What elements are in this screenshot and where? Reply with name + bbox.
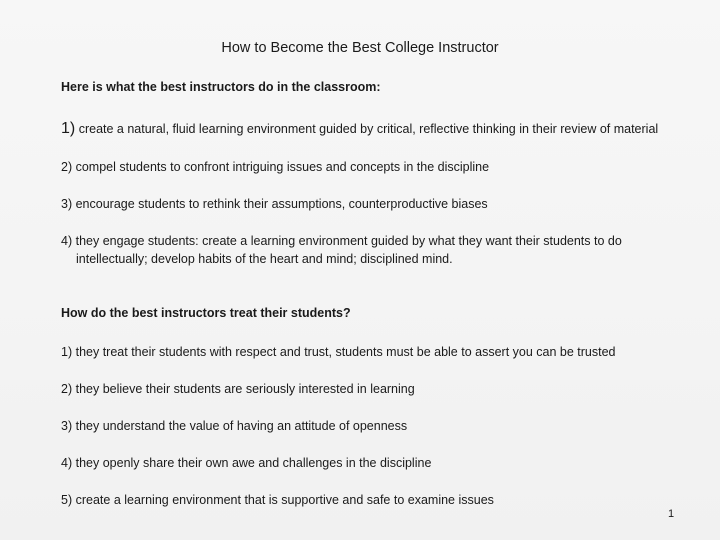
item-number: 5) xyxy=(61,493,73,507)
item-text-continuation: intellectually; develop habits of the heart and mind; disciplined mind. xyxy=(76,252,453,266)
list-item xyxy=(61,158,701,176)
item-text: compel students to confront intriguing issues and concepts in the discipline xyxy=(75,160,490,174)
list-item xyxy=(61,417,701,435)
item-text: they openly share their own awe and challenges in the discipline xyxy=(75,456,432,470)
list-item xyxy=(61,491,701,509)
item-number: 4) xyxy=(61,456,73,470)
item-number: 3) xyxy=(61,197,73,211)
page-number: 1 xyxy=(668,508,675,520)
list-item xyxy=(61,380,701,398)
section1-heading: Here is what the best instructors do in the classroom: xyxy=(61,80,381,94)
section2-heading: How do the best instructors treat their students? xyxy=(61,306,351,320)
item-number: 1) xyxy=(61,345,73,359)
list-item xyxy=(61,195,701,213)
item-text: they understand the value of having an attitude of openness xyxy=(75,419,408,433)
list-item xyxy=(61,454,701,472)
slide-title: How to Become the Best College Instructor xyxy=(221,40,499,56)
item-number: 4) xyxy=(61,234,73,248)
item-number: 2) xyxy=(61,160,73,174)
list-item xyxy=(61,232,701,268)
item-text: they believe their students are seriously interested in learning xyxy=(75,382,415,396)
item-text: create a natural, fluid learning environment guided by critical, reflective thinking in their review of material xyxy=(78,122,659,136)
list-item xyxy=(61,120,701,138)
item-number: 1) xyxy=(61,120,76,137)
item-text: encourage students to rethink their assumptions, counterproductive biases xyxy=(75,197,488,211)
item-text: they engage students: create a learning environment guided by what they want their students to do xyxy=(75,234,622,248)
item-text: create a learning environment that is supportive and safe to examine issues xyxy=(75,493,494,507)
list-item xyxy=(61,343,701,361)
item-text: they treat their students with respect and trust, students must be able to assert you can be trusted xyxy=(75,345,616,359)
item-number: 3) xyxy=(61,419,73,433)
item-number: 2) xyxy=(61,382,73,396)
